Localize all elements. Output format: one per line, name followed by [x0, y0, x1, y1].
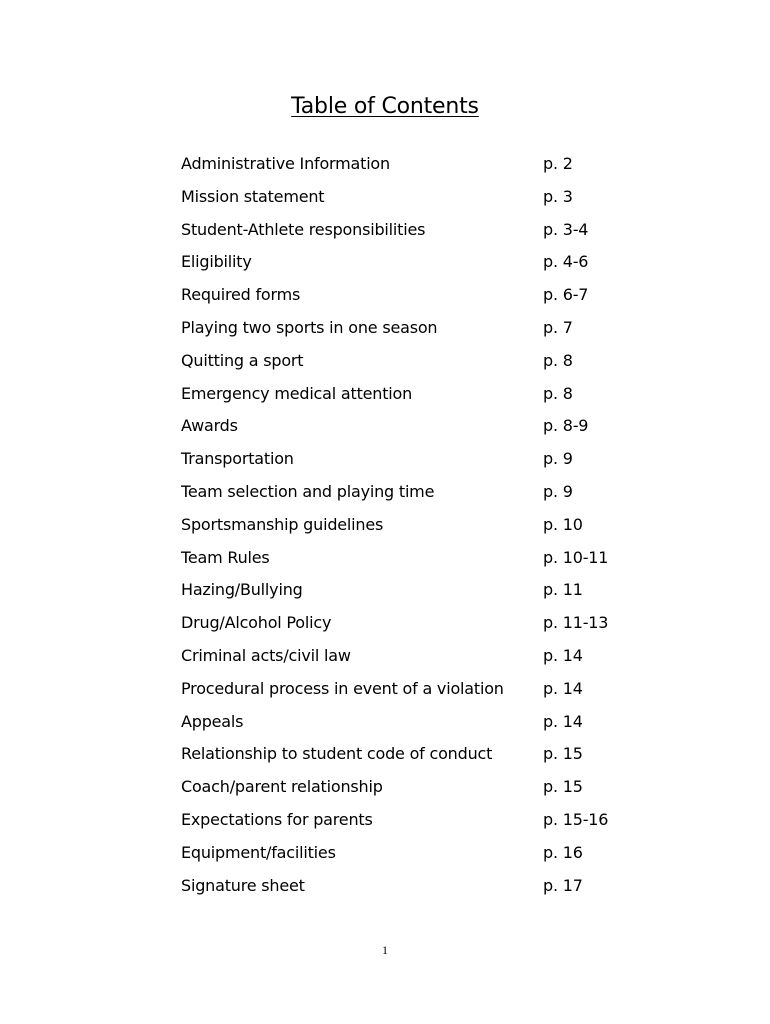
toc-entry [181, 281, 651, 314]
toc-entry [181, 609, 651, 642]
toc-entry [181, 740, 651, 773]
table-of-contents [181, 150, 651, 904]
toc-entry-label: Expectations for parents [181, 809, 373, 829]
toc-entry [181, 216, 651, 249]
toc-entry-label: Awards [181, 416, 238, 436]
toc-entry [181, 445, 651, 478]
toc-entry-page: p. 15 [543, 744, 583, 764]
page-title: Table of Contents [291, 94, 479, 119]
toc-entry-page: p. 14 [543, 711, 583, 731]
toc-entry-label: Equipment/facilities [181, 842, 336, 862]
toc-entry-label: Playing two sports in one season [181, 317, 438, 337]
toc-entry-page: p. 15 [543, 777, 583, 797]
toc-entry-page: p. 10 [543, 514, 583, 534]
toc-entry [181, 478, 651, 511]
toc-entry-page: p. 11 [543, 580, 583, 600]
toc-entry-label: Coach/parent relationship [181, 777, 383, 797]
toc-entry-page: p. 8-9 [543, 416, 589, 436]
toc-entry-label: Signature sheet [181, 875, 305, 895]
toc-entry-page: p. 8 [543, 350, 573, 370]
toc-entry [181, 150, 651, 183]
toc-entry [181, 675, 651, 708]
toc-entry-page: p. 9 [543, 481, 573, 501]
toc-entry-page: p. 14 [543, 678, 583, 698]
toc-entry-page: p. 3 [543, 186, 573, 206]
toc-entry-label: Relationship to student code of conduct [181, 744, 493, 764]
toc-entry-page: p. 14 [543, 645, 583, 665]
toc-entry-label: Appeals [181, 711, 244, 731]
toc-entry-label: Sportsmanship guidelines [181, 514, 384, 534]
toc-entry-label: Mission statement [181, 186, 325, 206]
toc-entry [181, 412, 651, 445]
toc-entry-label: Team selection and playing time [181, 481, 435, 501]
toc-entry [181, 839, 651, 872]
toc-entry [181, 773, 651, 806]
toc-entry-label: Criminal acts/civil law [181, 645, 351, 665]
toc-entry-label: Quitting a sport [181, 350, 304, 370]
toc-entry-label: Drug/Alcohol Policy [181, 613, 332, 633]
toc-entry-page: p. 16 [543, 842, 583, 862]
toc-entry [181, 183, 651, 216]
toc-entry [181, 248, 651, 281]
toc-entry [181, 544, 651, 577]
page-number: 1 [382, 943, 388, 957]
toc-entry-page: p. 8 [543, 383, 573, 403]
toc-entry [181, 347, 651, 380]
toc-entry [181, 708, 651, 741]
toc-entry-page: p. 15-16 [543, 809, 609, 829]
toc-entry-page: p. 4-6 [543, 252, 589, 272]
toc-entry-page: p. 17 [543, 875, 583, 895]
toc-entry-label: Emergency medical attention [181, 383, 413, 403]
toc-entry-page: p. 9 [543, 449, 573, 469]
toc-entry-label: Required forms [181, 285, 301, 305]
toc-entry-label: Hazing/Bullying [181, 580, 303, 600]
toc-entry-label: Team Rules [181, 547, 270, 567]
toc-entry [181, 511, 651, 544]
toc-entry [181, 576, 651, 609]
toc-entry-page: p. 7 [543, 317, 573, 337]
toc-entry-label: Procedural process in event of a violation [181, 678, 504, 698]
toc-entry-label: Eligibility [181, 252, 252, 272]
toc-entry-page: p. 6-7 [543, 285, 589, 305]
toc-entry [181, 806, 651, 839]
toc-entry-label: Transportation [181, 449, 294, 469]
toc-entry-page: p. 3-4 [543, 219, 589, 239]
toc-entry [181, 642, 651, 675]
toc-entry-label: Administrative Information [181, 154, 390, 173]
toc-entry-page: p. 10-11 [543, 547, 609, 567]
toc-entry [181, 314, 651, 347]
toc-entry-page: p. 2 [543, 154, 573, 173]
toc-entry-page: p. 11-13 [543, 613, 609, 633]
toc-entry-label: Student-Athlete responsibilities [181, 219, 426, 239]
toc-entry [181, 380, 651, 413]
toc-entry [181, 872, 651, 905]
